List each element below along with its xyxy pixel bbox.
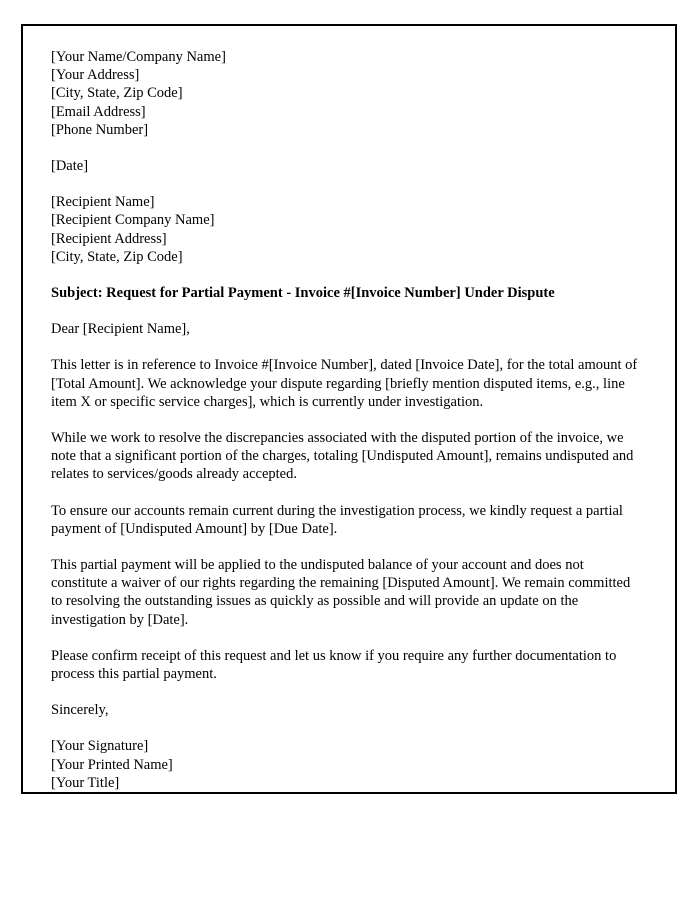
letter-content (51, 48, 639, 792)
recipient-city-line: [City, State, Zip Code] (51, 248, 183, 265)
recipient-block (51, 193, 639, 266)
sender-block (51, 48, 639, 139)
printed-name-line: [Your Printed Name] (51, 756, 173, 773)
paragraph-dispute-note: While we work to resolve the discrepancies associated with the disputed portion of the invoice, we note that a significant portion of the charges, totaling [Undisputed Amount], remains undisputed and relates to services/goods already accepted. (51, 430, 634, 483)
letter-page (21, 24, 677, 794)
sender-email-line: [Email Address] (51, 103, 146, 120)
signature-line: [Your Signature] (51, 738, 149, 755)
recipient-company-line: [Recipient Company Name] (51, 212, 215, 229)
date-line: [Date] (51, 158, 89, 175)
sender-address-line: [Your Address] (51, 67, 140, 84)
date-block (51, 157, 639, 175)
paragraph-payment-request: To ensure our accounts remain current during the investigation process, we kindly request a partial payment of [Undisputed Amount] by [Due Date]. (51, 502, 623, 537)
salutation-line: Dear [Recipient Name], (51, 321, 190, 338)
sender-city-line: [City, State, Zip Code] (51, 85, 183, 102)
signature-block (51, 737, 639, 792)
paragraph-waiver-note: This partial payment will be applied to the undisputed balance of your account and does not constitute a waiver of our rights regarding the remaining [Disputed Amount]. We remain committed to resolving the outstanding issues as quickly as possible and will provide an update on the investigation by [Date]. (51, 557, 631, 628)
sender-phone-line: [Phone Number] (51, 121, 149, 138)
recipient-name-line: [Recipient Name] (51, 194, 155, 211)
closing-line: Sincerely, (51, 702, 109, 719)
title-line: [Your Title] (51, 774, 120, 791)
paragraph-confirmation: Please confirm receipt of this request and let us know if you require any further documentation to process this partial payment. (51, 647, 617, 683)
paragraph-reference: This letter is in reference to Invoice #[Invoice Number], dated [Invoice Date], for the total amount of [Total Amount]. We acknowledge your dispute regarding [briefly mention disputed items, e.g., line item X or specific service charges], which is currently under investigation. (51, 357, 638, 410)
sender-name-line: [Your Name/Company Name] (51, 49, 226, 65)
recipient-address-line: [Recipient Address] (51, 230, 167, 247)
subject-line: Subject: Request for Partial Payment - Invoice #[Invoice Number] Under Dispute (51, 285, 555, 302)
